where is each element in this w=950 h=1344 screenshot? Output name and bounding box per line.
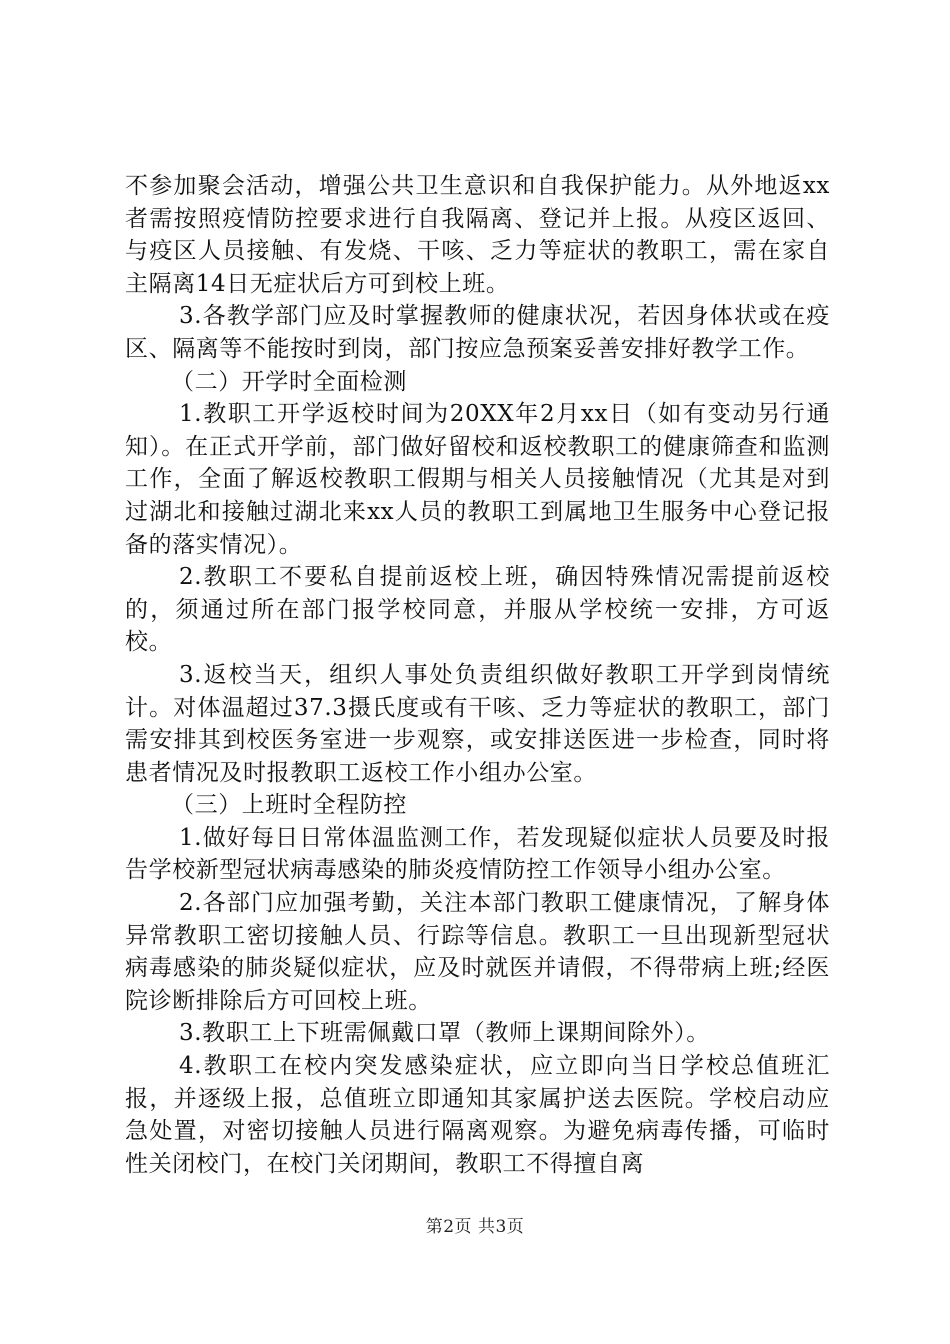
document-body <box>125 170 830 1180</box>
paragraph-continuation: 不参加聚会活动，增强公共卫生意识和自我保护能力。从外地返xx者需按照疫情防控要求进行自我隔离、登记并上报。从疫区返回、与疫区人员接触、有发烧、干咳、乏力等症状的教职工，需在家自主隔离14日无症状后方可到校上班。 <box>125 173 830 297</box>
paragraph-item-3-return-day: 3.返校当天，组织人事处负责组织做好教职工开学到岗情统计。对体温超过37.3摄氏度或有干咳、乏力等症状的教职工，部门需安排其到校医务室进一步观察，或安排送医进一步检查，同时将患者情况及时报教职工返校工作小组办公室。 <box>125 661 830 786</box>
page-number-footer: 第2页 共3页 <box>425 1217 525 1237</box>
paragraph-item-3-teaching-departments: 3.各教学部门应及时掌握教师的健康状况，若因身体状或在疫区、隔离等不能按时到岗，部门按应急预案妥善安排好教学工作。 <box>125 303 830 362</box>
paragraph-item-1-temperature: 1.做好每日日常体温监测工作，若发现疑似症状人员要及时报告学校新型冠状病毒感染的肺炎疫情防控工作领导小组办公室。 <box>125 824 830 884</box>
paragraph-item-2-attendance: 2.各部门应加强考勤，关注本部门教职工健康情况，了解身体异常教职工密切接触人员、行踪等信息。教职工一旦出现新型冠状病毒感染的肺炎疑似症状，应及时就医并请假，不得带病上班;经医院诊断排除后方可回校上班。 <box>125 890 830 1014</box>
section-heading-3: （三）上班时全程防控 <box>171 792 407 819</box>
paragraph-item-2-no-early-return: 2.教职工不要私自提前返校上班，确因特殊情况需提前返校的，须通过所在部门报学校同意，并服从学校统一安排，方可返校。 <box>125 564 830 656</box>
section-heading-2: （二）开学时全面检测 <box>171 368 407 395</box>
paragraph-item-4-emergency: 4.教职工在校内突发感染症状，应立即向当日学校总值班汇报，并逐级上报，总值班立即通知其家属护送去医院。学校启动应急处置，对密切接触人员进行隔离观察。为避免病毒传播，可临时性关闭校门，在校门关闭期间，教职工不得擅自离 <box>125 1053 830 1177</box>
paragraph-item-1-return-date: 1.教职工开学返校时间为20XX年2月xx日（如有变动另行通知）。在正式开学前，部门做好留校和返校教职工的健康筛查和监测工作，全面了解返校教职工假期与相关人员接触情况（尤其是对到过湖北和接触过湖北来xx人员的教职工到属地卫生服务中心登记报备的落实情况）。 <box>125 401 830 558</box>
paragraph-item-3-masks: 3.教职工上下班需佩戴口罩（教师上课期间除外）。 <box>179 1020 710 1047</box>
